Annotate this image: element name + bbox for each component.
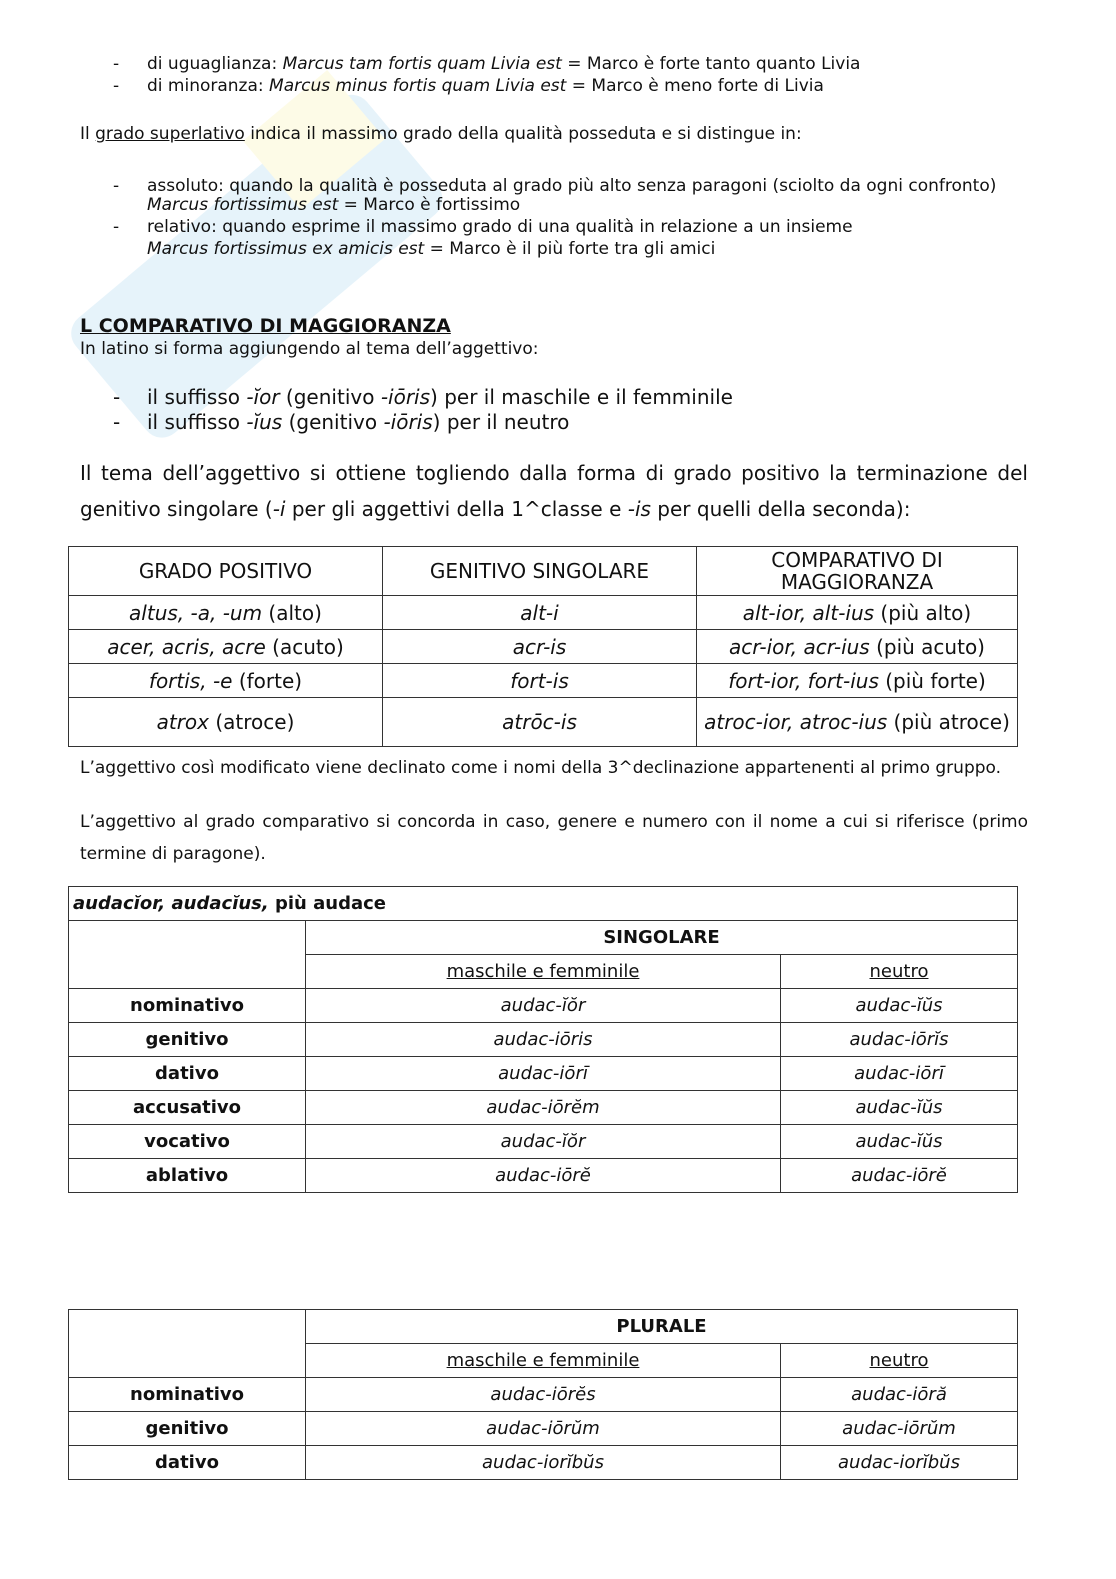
text: (forte): [232, 668, 303, 693]
case-label: genitivo: [69, 1023, 306, 1057]
translation: = Marco è fortissimo: [338, 195, 521, 215]
cell: [697, 698, 1018, 747]
text: Il: [80, 124, 96, 144]
text: ) per il neutro: [432, 410, 570, 434]
cell: [383, 630, 697, 664]
text: per quelli della seconda):: [650, 497, 911, 521]
list-item: - assoluto: quando la qualità è posseduta al grado più alto senza paragoni (sciolto da ogni confronto): [113, 176, 997, 196]
form-cell: audac-iōrĕ: [781, 1159, 1018, 1193]
cell: [69, 664, 383, 698]
table-row: [69, 1125, 1018, 1159]
form-cell: audac-iōrĭs: [781, 1023, 1018, 1057]
latin: -is: [627, 497, 651, 521]
item-text: assoluto: quando la qualità è posseduta al grado più alto senza paragoni (sciolto da ogni confronto): [147, 176, 997, 196]
text: neutro: [869, 1349, 929, 1371]
underlined-term: grado superlativo: [95, 124, 245, 144]
text: (atroce): [209, 710, 295, 734]
form-cell: audac-iōris: [306, 1023, 781, 1057]
column-header: [306, 1344, 781, 1378]
text: neutro: [869, 960, 929, 982]
form-cell: audac-iōrī: [306, 1057, 781, 1091]
form-cell: audac-iorĭbŭs: [306, 1446, 781, 1480]
latin: alt-i: [520, 600, 559, 625]
latin-example: Marcus tam fortis quam Livia est: [282, 54, 562, 74]
example: [80, 238, 1028, 260]
empty-cell: [69, 1310, 306, 1378]
table-row: [69, 630, 1018, 664]
table-row: [69, 1446, 1018, 1480]
cell: [697, 664, 1018, 698]
latin: fort-is: [510, 668, 569, 693]
latin-example: Marcus minus fortis quam Livia est: [269, 76, 567, 96]
case-label: genitivo: [69, 1412, 306, 1446]
singular-declension-table: [68, 886, 1018, 1193]
form-cell: audac-ĭŭs: [781, 1091, 1018, 1125]
text: (più forte): [878, 668, 986, 693]
header-cell: GRADO POSITIVO: [69, 547, 383, 596]
latin: audacĭor, audacĭus,: [73, 892, 269, 914]
item-text: relativo: quando esprime il massimo grado di una qualità in relazione a un insieme: [147, 217, 853, 237]
text: (acuto): [265, 634, 344, 659]
text: più audace: [268, 892, 387, 914]
table-title: [69, 887, 1018, 921]
translation: = Marco è forte tanto quanto Livia: [561, 54, 861, 74]
group-header: SINGOLARE: [306, 921, 1018, 955]
comparison-list: [80, 53, 1028, 97]
example: [80, 194, 1028, 216]
suffix-list: [80, 385, 1028, 435]
text: (genitivo: [279, 385, 381, 409]
form-cell: audac-iōrŭm: [306, 1412, 781, 1446]
table-row: [69, 989, 1018, 1023]
case-label: vocativo: [69, 1125, 306, 1159]
column-header: [781, 1344, 1018, 1378]
section-title-text: L COMPARATIVO DI MAGGIORANZA: [80, 315, 451, 337]
table-row: [69, 596, 1018, 630]
case-label: dativo: [69, 1446, 306, 1480]
table-row: [69, 1412, 1018, 1446]
latin: fort-ior, fort-ius: [728, 668, 879, 693]
superlative-list: [80, 170, 1028, 260]
section-title: [80, 315, 1028, 337]
form-cell: audac-iōrŭm: [781, 1412, 1018, 1446]
table-row: [69, 1091, 1018, 1125]
note-paragraph: L’aggettivo al grado comparativo si concorda in caso, genere e numero con il nome a cui si riferisce (primo termine di paragone).: [80, 812, 1028, 864]
table-title-row: [69, 887, 1018, 921]
text: ) per il maschile e il femminile: [430, 385, 733, 409]
case-label: dativo: [69, 1057, 306, 1091]
table-header-row: [69, 547, 1018, 596]
form-cell: audac-ĭŭs: [781, 1125, 1018, 1159]
form-cell: audac-ĭŏr: [306, 989, 781, 1023]
header-cell: COMPARATIVO DI MAGGIORANZA: [697, 547, 1018, 596]
tema-paragraph: [80, 455, 1028, 527]
latin: acer, acris, acre: [107, 634, 266, 659]
latin: -ĭor: [246, 385, 280, 409]
section-intro: In latino si forma aggiungendo al tema dell’aggettivo:: [80, 339, 539, 359]
text: (più alto): [874, 600, 972, 625]
table-row: [69, 1378, 1018, 1412]
header-cell: GENITIVO SINGOLARE: [383, 547, 697, 596]
list-item: - di uguaglianza: Marcus tam fortis quam Livia est = Marco è forte tanto quanto Livia: [113, 54, 861, 74]
list-item: - il suffisso -ĭus (genitivo -iōris) per il neutro: [113, 410, 570, 434]
latin: acr-ior, acr-ius: [728, 634, 870, 659]
form-cell: audac-iōră: [781, 1378, 1018, 1412]
form-cell: audac-iōrĕm: [306, 1091, 781, 1125]
table-row: [69, 1159, 1018, 1193]
table-row: [69, 1057, 1018, 1091]
item-label: di minoranza:: [147, 76, 270, 96]
form-cell: audac-iorĭbŭs: [781, 1446, 1018, 1480]
cell: [69, 630, 383, 664]
latin: -ĭus: [246, 410, 283, 434]
cell: [697, 596, 1018, 630]
text: Il tema dell’aggettivo si ottiene togliendo dalla forma di grado positivo la terminazione del genitivo singolare (: [80, 461, 1028, 521]
cell: [69, 698, 383, 747]
empty-cell: [69, 921, 306, 989]
latin: -iōris: [380, 385, 431, 409]
translation: = Marco è meno forte di Livia: [566, 76, 824, 96]
text: (più atroce): [887, 710, 1010, 734]
text: indica il massimo grado della qualità posseduta e si distingue in:: [244, 124, 802, 144]
cell: [383, 698, 697, 747]
case-label: nominativo: [69, 989, 306, 1023]
latin-example: Marcus fortissimus ex amicis est: [147, 239, 425, 259]
translation: = Marco è il più forte tra gli amici: [424, 239, 716, 259]
form-cell: audac-iōrĕ: [306, 1159, 781, 1193]
list-item: - relativo: quando esprime il massimo grado di una qualità in relazione a un insieme: [113, 217, 853, 237]
latin: acr-is: [512, 634, 567, 659]
form-cell: audac-iōrī: [781, 1057, 1018, 1091]
latin: atrox: [156, 710, 209, 734]
form-cell: audac-iōrĕs: [306, 1378, 781, 1412]
plural-declension-table: [68, 1309, 1018, 1480]
comparative-table: [68, 546, 1018, 747]
note-paragraph: L’aggettivo così modificato viene declinato come i nomi della 3^declinazione appartenenti al primo gruppo.: [80, 758, 1002, 778]
text: il suffisso: [147, 385, 247, 409]
group-header: PLURALE: [306, 1310, 1018, 1344]
column-header: [306, 955, 781, 989]
latin-example: Marcus fortissimus est: [147, 195, 339, 215]
latin: -iōris: [383, 410, 433, 434]
case-label: nominativo: [69, 1378, 306, 1412]
latin: -i: [272, 497, 286, 521]
group-row: [69, 1310, 1018, 1344]
latin: alt-ior, alt-ius: [742, 600, 875, 625]
cell: [383, 664, 697, 698]
text: (alto): [262, 600, 322, 625]
cell: [383, 596, 697, 630]
latin: altus, -a, -um: [129, 600, 263, 625]
list-item: - di minoranza: Marcus minus fortis quam Livia est = Marco è meno forte di Livia: [113, 76, 824, 96]
text: maschile e femminile: [446, 1349, 640, 1371]
case-label: accusativo: [69, 1091, 306, 1125]
group-row: [69, 921, 1018, 955]
item-label: di uguaglianza:: [147, 54, 283, 74]
table-row: [69, 664, 1018, 698]
superlative-intro: [80, 123, 1028, 145]
list-item: - il suffisso -ĭor (genitivo -iōris) per il maschile e il femminile: [113, 385, 733, 409]
latin: atroc-ior, atroc-ius: [704, 710, 888, 734]
cell: [697, 630, 1018, 664]
text: il suffisso: [147, 410, 247, 434]
table-row: [69, 698, 1018, 747]
text: per gli aggettivi della 1^classe e: [285, 497, 628, 521]
table-row: [69, 1023, 1018, 1057]
latin: atrōc-is: [502, 710, 577, 734]
text: (più acuto): [869, 634, 985, 659]
latin: fortis, -e: [148, 668, 233, 693]
form-cell: audac-ĭŏr: [306, 1125, 781, 1159]
case-label: ablativo: [69, 1159, 306, 1193]
column-header: [781, 955, 1018, 989]
text: (genitivo: [282, 410, 384, 434]
form-cell: audac-ĭŭs: [781, 989, 1018, 1023]
text: maschile e femminile: [446, 960, 640, 982]
cell: [69, 596, 383, 630]
